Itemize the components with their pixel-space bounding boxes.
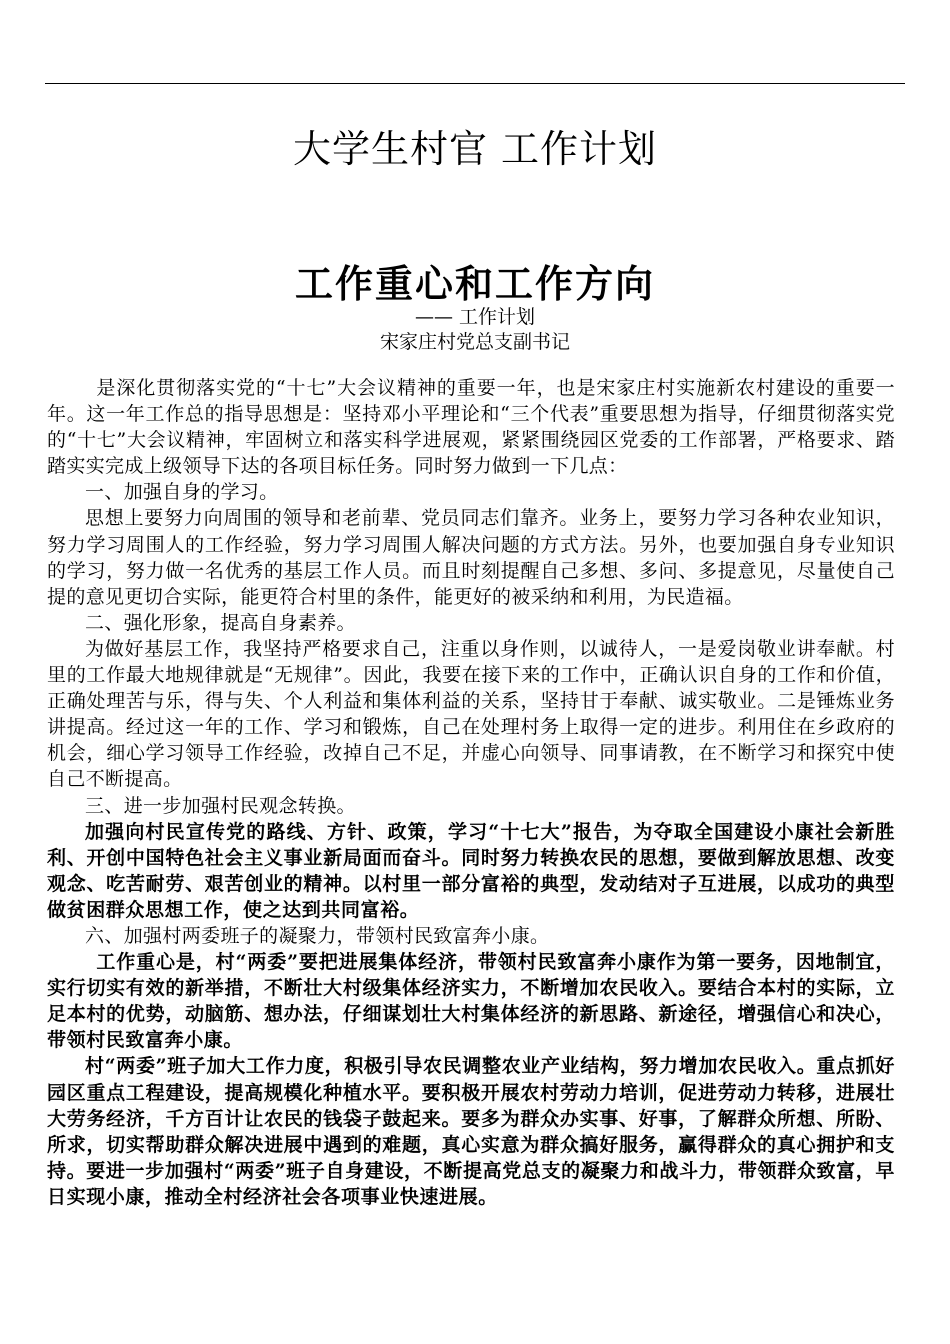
section-item-heading: 一、加强自身的学习。 — [85, 481, 279, 504]
document-title: 大学生村官 工作计划 — [292, 127, 658, 171]
article-heading: 工作重心和工作方向 — [294, 261, 655, 306]
body-paragraph: 为做好基层工作，我坚持严格要求自己，注重以身作则，以诚待人，一是爱岗敬业讲奉献。村里的工作最大地规律就是“无规律”。因此，我要在接下来的工作中，正确认识自身的工作和价值，正确处理苦与乐，得与失、个人利益和集体利益的关系，坚持甘于奉献、诚实敬业。二是锤炼业务讲提高。经过这一年的工作、学习和锻炼，自己在处理村务上取得一定的进步。利用住在乡政府的机会，细心学习领导工作经验，改掉自己不足，并虚心向领导、同事请教，在不断学习和探究中使自己不断提高。 — [47, 637, 895, 791]
body-paragraph: 加强向村民宣传党的路线、方针、政策，学习“十七大”报告，为夺取全国建设小康社会新胜利、开创中国特色社会主义事业新局面而奋斗。同时努力转换农民的思想，要做到解放思想、改变观念、吃苦耐劳、艰苦创业的精神。以村里一部分富裕的典型，发动结对子互进展，以成功的典型做贫困群众思想工作，使之达到共同富裕。 — [47, 820, 895, 921]
section-item-heading: 三、进一步加强村民观念转换。 — [85, 794, 356, 817]
article-body — [47, 375, 895, 1210]
article-author: 宋家庄村党总支副书记 — [379, 331, 570, 353]
body-paragraph: 工作重心是，村“两委”要把进展集体经济，带领村民致富奔小康作为第一要务，因地制宜，实行切实有效的新举措，不断壮大村级集体经济实力，不断增加农民收入。要结合本村的实际，立足本村的优势，动脑筋、想办法，仔细谋划壮大村集体经济的新思路、新途径，增强信心和决心，带领村民致富奔小康。 — [47, 951, 895, 1052]
section-item-heading: 二、强化形象，提高自身素养。 — [85, 611, 356, 634]
section-item-heading: 六、加强村两委班子的凝聚力，带领村民致富奔小康。 — [85, 924, 550, 947]
header-rule — [45, 83, 905, 84]
body-paragraph: 思想上要努力向周围的领导和老前辈、党员同志们靠齐。业务上，要努力学习各种农业知识，努力学习周围人的工作经验，努力学习周围人解决问题的方式方法。另外，也要加强自身专业知识的学习，努力做一名优秀的基层工作人员。而且时刻提醒自己多想、多问、多提意见，尽量使自己提的意见更切合实际，能更符合村里的条件，能更好的被采纳和利用，为民造福。 — [47, 507, 895, 608]
article-subtitle: —— 工作计划 — [414, 306, 536, 328]
body-paragraph: 村“两委”班子加大工作力度，积极引导农民调整农业产业结构，努力增加农民收入。重点抓好园区重点工程建设，提高规模化种植水平。要积极开展农村劳动力培训，促进劳动力转移，进展壮大劳务经济，千方百计让农民的钱袋子鼓起来。要多为群众办实事、好事，了解群众所想、所盼、所求，切实帮助群众解决进展中遇到的难题，真心实意为群众搞好服务，赢得群众的真心拥护和支持。要进一步加强村“两委”班子自身建设，不断提高党总支的凝聚力和战斗力，带领群众致富，早日实现小康，推动全村经济社会各项事业快速进展。 — [47, 1055, 895, 1208]
intro-paragraph: 是深化贯彻落实党的“十七”大会议精神的重要一年，也是宋家庄村实施新农村建设的重要一年。这一年工作总的指导思想是：坚持邓小平理论和“三个代表”重要思想为指导，仔细贯彻落实党的“十七”大会议精神，牢固树立和落实科学进展观，紧紧围绕园区党委的工作部署，严格要求、踏踏实实完成上级领导下达的各项目标任务。同时努力做到一下几点： — [47, 377, 895, 478]
